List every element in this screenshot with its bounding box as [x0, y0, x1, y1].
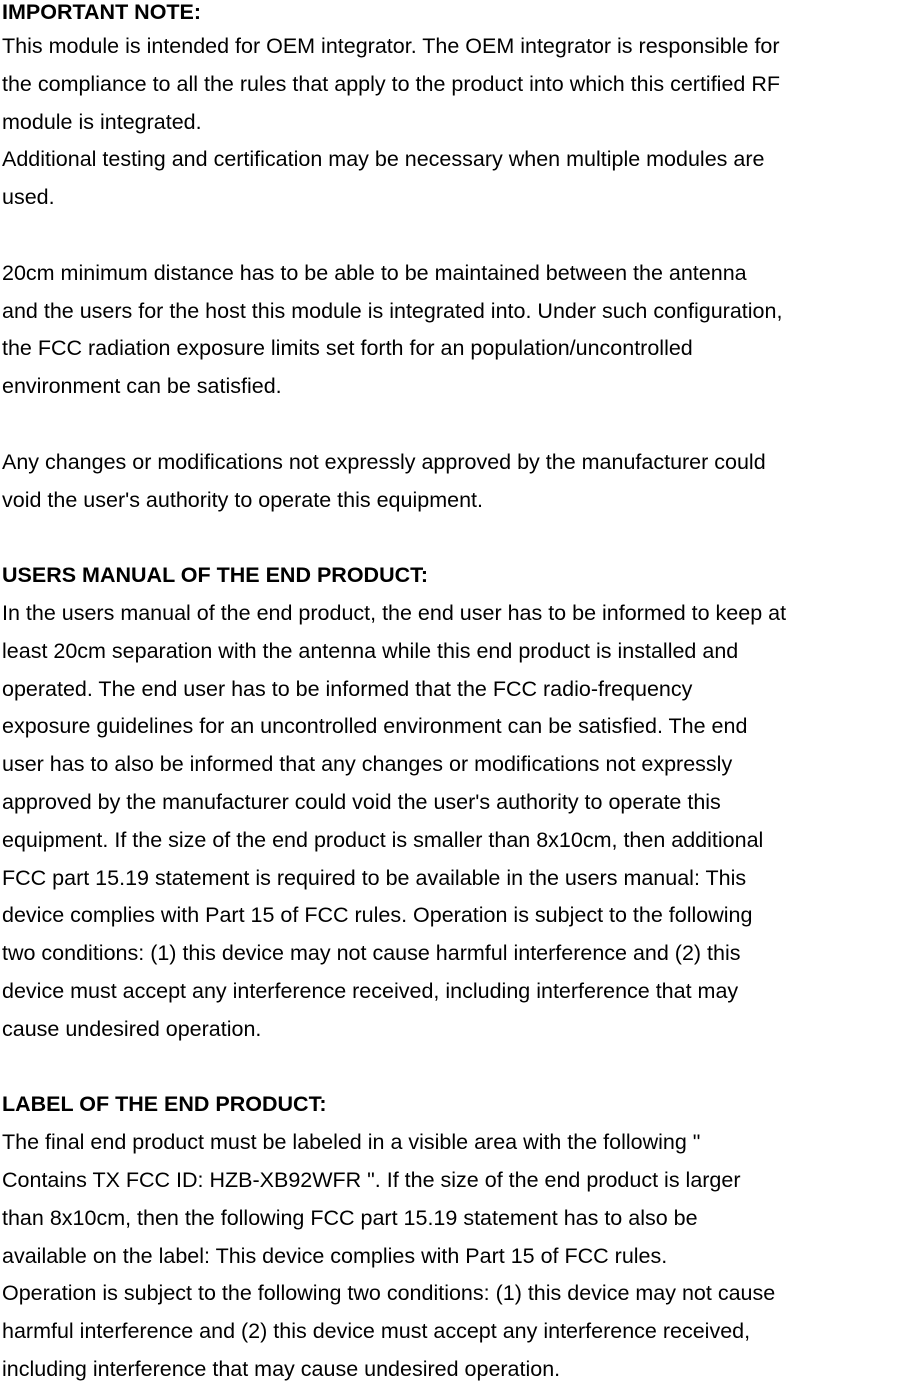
- important-note-paragraph-3: Any changes or modifications not expressly approved by the manufacturer could void the user's authority to operate this equipment.: [2, 449, 766, 512]
- important-note-paragraph-2: 20cm minimum distance has to be able to be maintained between the antenna and the users for the host this module is integrated into. Under such configuration, the FCC radiation exposure limits set forth for an population/uncontrolled environment can be satisfied.: [2, 260, 783, 399]
- label-heading: LABEL OF THE END PRODUCT:: [2, 1092, 327, 1117]
- label-paragraph: The final end product must be labeled in a visible area with the following " Contains TX FCC ID: HZB-XB92WFR ". If the size of the end product is larger than 8x10cm, then the following FCC part 15.19 statement has to also be available on the label: This device complies with Part 15 of FCC rules. Operation is subject to the following two conditions: (1) this device may not cause harmful interference and (2) this device must accept any interference received, including interference that may cause undesired operation.: [2, 1130, 776, 1381]
- paragraph-gap: [2, 519, 900, 557]
- users-manual-paragraph: In the users manual of the end product, the end user has to be informed to keep at least 20cm separation with the antenna while this end product is installed and operated. The end user has to be informed that the FCC radio-frequency exposure guidelines for an uncontrolled environment can be satisfied. The end user has to also be informed that any changes or modifications not expressly approved by the manufacturer could void the user's authority to operate this equipment. If the size of the end product is smaller than 8x10cm, then additional FCC part 15.19 statement is required to be available in the users manual: This device complies with Part 15 of FCC rules. Operation is subject to the following two conditions: (1) this device may not cause harmful interference and (2) this device must accept any interference received, including interference that may cause undesired operation.: [2, 600, 787, 1041]
- users-manual-heading: USERS MANUAL OF THE END PRODUCT:: [2, 563, 429, 588]
- paragraph-gap: [2, 217, 900, 255]
- important-note-paragraph-1: This module is intended for OEM integrator. The OEM integrator is responsible for the compliance to all the rules that apply to the product into which this certified RF module is integrated. Additional testing and certification may be necessary when multiple modules are used.: [2, 34, 780, 210]
- important-note-heading: IMPORTANT NOTE:: [2, 0, 202, 24]
- paragraph-gap: [2, 406, 900, 444]
- paragraph-gap: [2, 1049, 900, 1087]
